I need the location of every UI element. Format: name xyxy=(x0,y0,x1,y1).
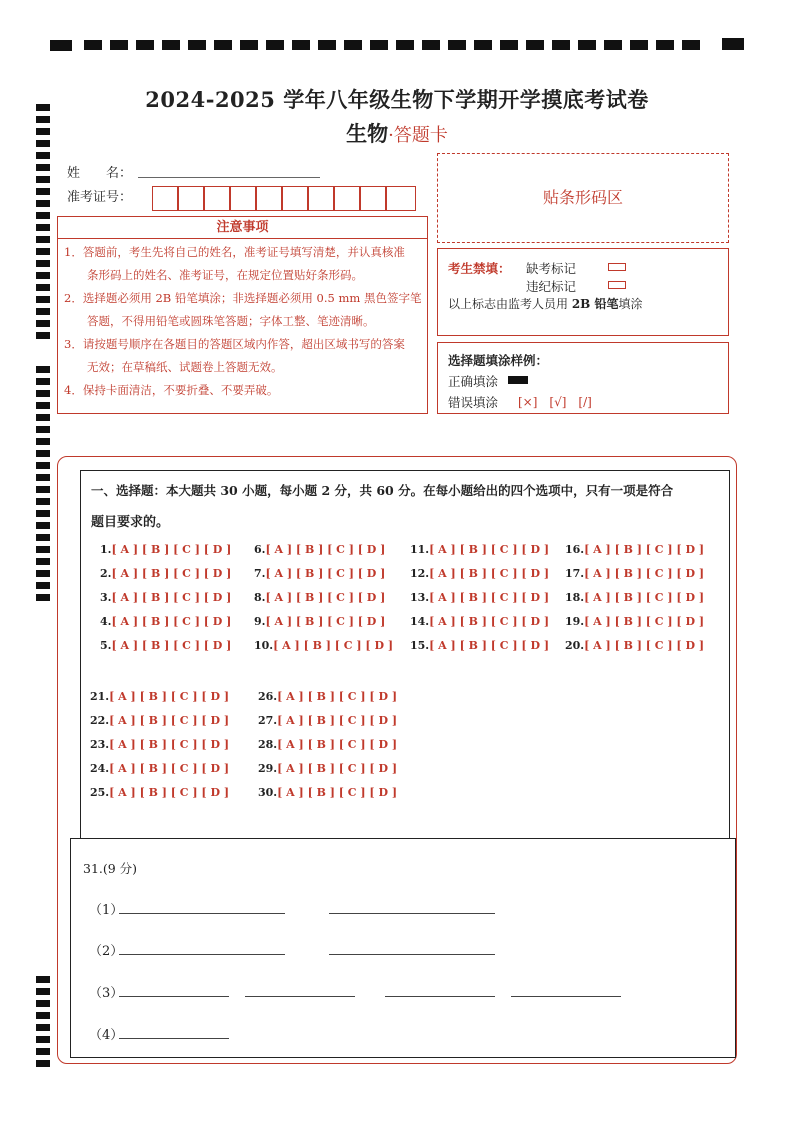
mcq-question[interactable] xyxy=(258,762,397,775)
option-bubbles[interactable]: [ A ] [ B ] [ C ] [ D ] xyxy=(111,639,232,652)
mcq-question[interactable] xyxy=(258,786,397,799)
option-bubbles[interactable]: [ A ] [ B ] [ C ] [ D ] xyxy=(584,567,705,580)
sample-title: 选择题填涂样例： xyxy=(448,353,549,368)
question-number: 27. xyxy=(258,714,278,727)
option-bubbles[interactable]: [ A ] [ B ] [ C ] [ D ] xyxy=(429,543,550,556)
fill-sample-box xyxy=(437,342,729,414)
question-number: 14. xyxy=(410,615,430,628)
option-bubbles[interactable]: [ A ] [ B ] [ C ] [ D ] xyxy=(273,639,394,652)
option-bubbles[interactable]: [ A ] [ B ] [ C ] [ D ] xyxy=(111,615,232,628)
question-number: 30. xyxy=(258,786,278,799)
mcq-question[interactable] xyxy=(258,738,397,751)
question-number: 24. xyxy=(90,762,110,775)
exam-subtitle xyxy=(0,118,794,148)
question-number: 5. xyxy=(100,639,112,652)
question-number: 6. xyxy=(254,543,266,556)
notice-item: 无效；在草稿纸、试题卷上答题无效。 xyxy=(64,360,283,374)
q31-part-2: （2） xyxy=(89,944,124,959)
answer-line[interactable] xyxy=(511,996,621,997)
question-number: 7. xyxy=(254,567,266,580)
question-number: 23. xyxy=(90,738,110,751)
answer-line[interactable] xyxy=(329,913,495,914)
answer-line[interactable] xyxy=(329,954,495,955)
mcq-question[interactable] xyxy=(410,615,549,628)
section1-heading: 一、选择题：本大题共 30 小题，每小题 2 分，共 60 分。在每小题给出的四个选项中，只有一项是符合 xyxy=(91,483,674,498)
absent-mark-label: 缺考标记 xyxy=(526,261,577,276)
forbid-title: 考生禁填： xyxy=(448,261,511,276)
option-bubbles[interactable]: [ A ] [ B ] [ C ] [ D ] xyxy=(429,591,550,604)
answer-line[interactable] xyxy=(119,1038,229,1039)
mcq-question[interactable] xyxy=(90,738,229,751)
name-field[interactable] xyxy=(138,177,320,178)
question-number: 28. xyxy=(258,738,278,751)
mcq-question[interactable] xyxy=(410,567,549,580)
answer-line[interactable] xyxy=(245,996,355,997)
question-number: 29. xyxy=(258,762,278,775)
answer-line[interactable] xyxy=(385,996,495,997)
notice-item: 3．请按题号顺序在各题目的答题区域内作答，超出区域书写的答案 xyxy=(64,337,405,351)
mcq-question[interactable] xyxy=(90,690,229,703)
forbid-note: 以上标志由监考人员用 2B 铅笔填涂 xyxy=(448,297,643,311)
question-number: 12. xyxy=(410,567,430,580)
option-bubbles[interactable]: [ A ] [ B ] [ C ] [ D ] xyxy=(277,762,398,775)
answer-card-label: ·答题卡 xyxy=(388,125,448,146)
mcq-question[interactable] xyxy=(90,762,229,775)
question-number: 22. xyxy=(90,714,110,727)
question-number: 9. xyxy=(254,615,266,628)
notice-item: 2．选择题必须用 2B 铅笔填涂；非选择题必须用 0.5 mm 黑色签字笔 xyxy=(64,291,422,305)
id-label: 准考证号： xyxy=(67,190,133,205)
q31-part-1: （1） xyxy=(89,903,124,918)
mcq-question[interactable] xyxy=(258,690,397,703)
mcq-question[interactable] xyxy=(410,543,549,556)
question-31-section xyxy=(70,838,736,1058)
question-number: 10. xyxy=(254,639,274,652)
option-bubbles[interactable]: [ A ] [ B ] [ C ] [ D ] xyxy=(109,690,230,703)
violation-mark-label: 违纪标记 xyxy=(526,279,577,294)
option-bubbles[interactable]: [ A ] [ B ] [ C ] [ D ] xyxy=(429,567,550,580)
mcq-question[interactable] xyxy=(565,639,704,652)
mcq-question[interactable] xyxy=(90,786,229,799)
option-bubbles[interactable]: [ A ] [ B ] [ C ] [ D ] xyxy=(584,543,705,556)
mcq-question[interactable] xyxy=(100,639,231,652)
mcq-question[interactable] xyxy=(410,639,549,652)
notice-title: 注意事项 xyxy=(58,217,427,239)
subject-label: 生物 xyxy=(346,121,389,146)
option-bubbles[interactable]: [ A ] [ B ] [ C ] [ D ] xyxy=(111,567,232,580)
correct-fill-sample xyxy=(508,376,528,384)
examiner-only-box xyxy=(437,248,729,336)
option-bubbles[interactable]: [ A ] [ B ] [ C ] [ D ] xyxy=(109,762,230,775)
notice-item: 答题，不得用铅笔或圆珠笔答题；字体工整、笔迹清晰。 xyxy=(64,314,375,328)
option-bubbles[interactable]: [ A ] [ B ] [ C ] [ D ] xyxy=(265,567,386,580)
question-number: 13. xyxy=(410,591,430,604)
mcq-question[interactable] xyxy=(565,591,704,604)
question-number: 3. xyxy=(100,591,112,604)
question-number: 2. xyxy=(100,567,112,580)
question-number: 8. xyxy=(254,591,266,604)
question-number: 16. xyxy=(565,543,585,556)
question-number: 4. xyxy=(100,615,112,628)
mcq-question[interactable] xyxy=(565,567,704,580)
absent-mark-box[interactable] xyxy=(608,263,626,271)
question-number: 15. xyxy=(410,639,430,652)
mcq-question[interactable] xyxy=(565,543,704,556)
mcq-question[interactable] xyxy=(254,639,393,652)
answer-line[interactable] xyxy=(119,913,285,914)
option-bubbles[interactable]: [ A ] [ B ] [ C ] [ D ] xyxy=(109,714,230,727)
question-number: 1. xyxy=(100,543,112,556)
notice-item: 4．保持卡面清洁，不要折叠、不要弄破。 xyxy=(64,383,279,397)
q31-part-4: （4） xyxy=(89,1028,124,1043)
answer-line[interactable] xyxy=(119,954,285,955)
notice-item: 条形码上的姓名、准考证号，在规定位置贴好条形码。 xyxy=(64,268,363,282)
option-bubbles[interactable]: [ A ] [ B ] [ C ] [ D ] xyxy=(109,738,230,751)
exam-title: 2024-2025 学年八年级生物下学期开学摸底考试卷 xyxy=(145,87,649,112)
correct-fill-label: 正确填涂 xyxy=(448,374,499,389)
option-bubbles[interactable]: [ A ] [ B ] [ C ] [ D ] xyxy=(584,591,705,604)
barcode-area: 贴条形码区 xyxy=(437,153,729,243)
question-number: 18. xyxy=(565,591,585,604)
q31-label: 31.(9 分) xyxy=(83,861,138,876)
notice-item: 1．答题前，考生先将自己的姓名，准考证号填写清楚，并认真核准 xyxy=(64,245,405,259)
mcq-question[interactable] xyxy=(254,591,385,604)
option-bubbles[interactable]: [ A ] [ B ] [ C ] [ D ] xyxy=(111,591,232,604)
mcq-question[interactable] xyxy=(410,591,549,604)
question-number: 19. xyxy=(565,615,585,628)
mcq-question[interactable] xyxy=(254,543,385,556)
notice-box xyxy=(57,216,428,414)
wrong-fill-label: 错误填涂 xyxy=(448,395,499,410)
mcq-question[interactable] xyxy=(100,543,231,556)
mcq-question[interactable] xyxy=(100,591,231,604)
option-bubbles[interactable]: [ A ] [ B ] [ C ] [ D ] xyxy=(109,786,230,799)
question-number: 21. xyxy=(90,690,110,703)
option-bubbles[interactable]: [ A ] [ B ] [ C ] [ D ] xyxy=(265,543,386,556)
mcq-question[interactable] xyxy=(100,567,231,580)
option-bubbles[interactable]: [ A ] [ B ] [ C ] [ D ] xyxy=(111,543,232,556)
mcq-question[interactable] xyxy=(258,714,397,727)
question-number: 25. xyxy=(90,786,110,799)
mcq-question[interactable] xyxy=(565,615,704,628)
option-bubbles[interactable]: [ A ] [ B ] [ C ] [ D ] xyxy=(277,738,398,751)
question-number: 26. xyxy=(258,690,278,703)
option-bubbles[interactable]: [ A ] [ B ] [ C ] [ D ] xyxy=(584,615,705,628)
q31-part-3: （3） xyxy=(89,986,124,1001)
question-number: 20. xyxy=(565,639,585,652)
option-bubbles[interactable]: [ A ] [ B ] [ C ] [ D ] xyxy=(277,714,398,727)
violation-mark-box[interactable] xyxy=(608,281,626,289)
option-bubbles[interactable]: [ A ] [ B ] [ C ] [ D ] xyxy=(584,639,705,652)
mcq-question[interactable] xyxy=(90,714,229,727)
option-bubbles[interactable]: [ A ] [ B ] [ C ] [ D ] xyxy=(277,786,398,799)
name-label: 姓 名： xyxy=(67,166,133,181)
wrong-fill-samples: [×] [√] [/] xyxy=(518,395,592,409)
question-number: 17. xyxy=(565,567,585,580)
mcq-question[interactable] xyxy=(254,567,385,580)
option-bubbles[interactable]: [ A ] [ B ] [ C ] [ D ] xyxy=(265,591,386,604)
mcq-question[interactable] xyxy=(100,615,231,628)
section1-heading-cont: 题目要求的。 xyxy=(91,515,170,530)
option-bubbles[interactable]: [ A ] [ B ] [ C ] [ D ] xyxy=(265,615,386,628)
option-bubbles[interactable]: [ A ] [ B ] [ C ] [ D ] xyxy=(277,690,398,703)
question-number: 11. xyxy=(410,543,430,556)
mcq-question[interactable] xyxy=(254,615,385,628)
answer-line[interactable] xyxy=(119,996,229,997)
option-bubbles[interactable]: [ A ] [ B ] [ C ] [ D ] xyxy=(429,639,550,652)
option-bubbles[interactable]: [ A ] [ B ] [ C ] [ D ] xyxy=(429,615,550,628)
